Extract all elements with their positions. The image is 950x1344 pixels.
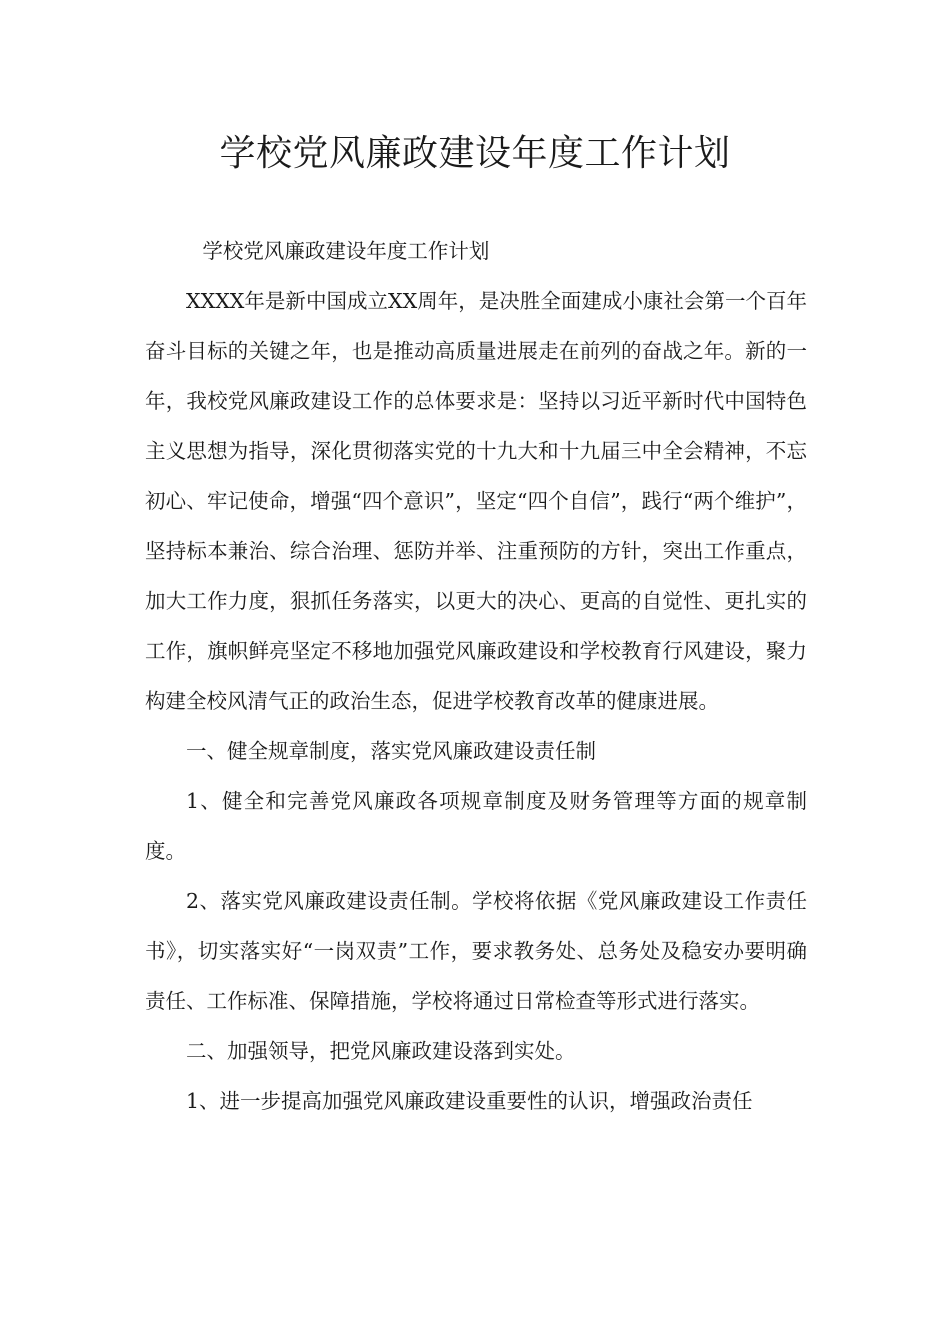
paragraph-intro: XXXX年是新中国成立XX周年，是决胜全面建成小康社会第一个百年奋斗目标的关键之年，也是推动高质量进展走在前列的奋战之年。新的一年，我校党风廉政建设工作的总体要求是：坚持以习近平新时代中国特色主义思想为指导，深化贯彻落实党的十九大和十九届三中全会精神，不忘初心、牢记使命，增强“四个意识”，坚定“四个自信”，践行“两个维护”，坚持标本兼治、综合治理、惩防并举、注重预防的方针，突出工作重点，加大工作力度，狠抓任务落实，以更大的决心、更高的自觉性、更扎实的工作，旗帜鲜亮坚定不移地加强党风廉政建设和学校教育行风建设，聚力构建全校风清气正的政治生态，促进学校教育改革的健康进展。 bbox=[145, 289, 807, 713]
paragraph-2-1: 1、进一步提高加强党风廉政建设重要性的认识，增强政治责任 bbox=[186, 1089, 753, 1113]
document-body bbox=[145, 226, 807, 1126]
document-title: 学校党风廉政建设年度工作计划 bbox=[219, 133, 731, 174]
document-subtitle: 学校党风廉政建设年度工作计划 bbox=[202, 239, 490, 263]
paragraph-1-2: 2、落实党风廉政建设责任制。学校将依据《党风廉政建设工作责任书》，切实落实好“一岗双责”工作，要求教务处、总务处及稳安办要明确责任、工作标准、保障措施，学校将通过日常检查等形式进行落实。 bbox=[145, 889, 807, 1013]
section-heading-2: 二、加强领导，把党风廉政建设落到实处。 bbox=[186, 1039, 576, 1063]
section-heading-1: 一、健全规章制度，落实党风廉政建设责任制 bbox=[186, 739, 596, 763]
paragraph-1-1: 1、健全和完善党风廉政各项规章制度及财务管理等方面的规章制度。 bbox=[145, 789, 807, 863]
